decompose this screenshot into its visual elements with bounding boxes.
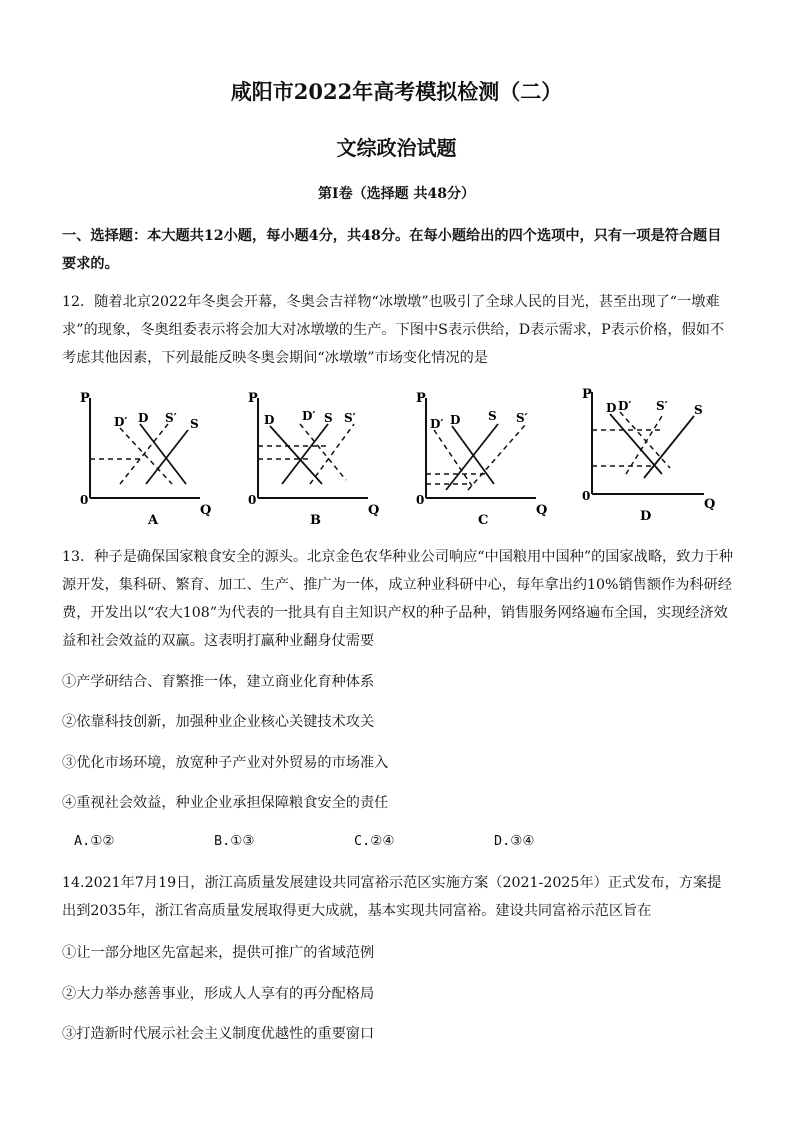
graph-b-p-label: P [248,391,258,406]
graph-c-d-label: D [450,413,461,427]
graph-b-s2-label: S′ [344,411,356,425]
graph-a-s2-label: S′ [165,411,177,425]
graph-b-s-label: S [324,411,333,425]
graph-c-s-label: S [488,409,497,423]
graph-b [248,391,379,528]
question-12-stem: 12．随着北京2022年冬奥会开幕，冬奥会吉祥物“冰墩墩”也吸引了全球人民的目光，甚至出现了“一墩难求”的现象，冬奥组委表示将会加大对冰墩墩的生产。下图中S表示供给，D表示需求，P表示价格，假如不考虑其他因素，下列最能反映冬奥会期间“冰墩墩”市场变化情况的是 [62,294,725,366]
q13-option-c: C.②④ [354,833,395,849]
graph-d-letter: D [640,509,652,524]
graph-d-s2-label: S′ [656,399,668,413]
graph-d-d2-label: D′ [618,399,632,413]
question-13-stem: 13．种子是确保国家粮食安全的源头。北京金色农华种业公司响应“中国粮用中国种”的国家战略，致力于种源开发，集科研、繁育、加工、生产、推广为一体，成立种业科研中心，每年拿出约10%销售额作为科研经费，开发出以“农大108”为代表的一批具有自主知识产权的种子品种，销售服务网络遍布全国，实现经济效益和社会效益的双赢。这表明打赢种业翻身仗需要 [62,549,734,649]
graph-d-origin: 0 [582,489,591,503]
graph-c-p-label: P [416,391,426,406]
q12-graphs [62,380,734,530]
q13-option-b: B.①③ [214,833,255,849]
q13-item-3: ③优化市场环境，放宽种子产业对外贸易的市场准入 [62,755,389,771]
graph-d-s-label: S [694,403,703,417]
part-title: 第Ⅰ卷（选择题 共48分） [318,186,475,202]
graph-a-q-label: Q [200,503,212,518]
q13-item-4: ④重视社会效益，种业企业承担保障粮食安全的责任 [62,795,389,811]
graph-c-d2-label: D′ [430,417,444,431]
graph-b-d2-label: D′ [302,409,316,423]
q13-option-a: A.①② [74,833,115,849]
question-14-stem: 14.2021年7月19日，浙江高质量发展建设共同富裕示范区实施方案（2021-2025年）正式发布，方案提出到2035年，浙江省高质量发展取得更大成就，基本实现共同富裕。建设共同富裕示范区旨在 [62,875,722,919]
graph-a-letter: A [148,513,159,528]
graph-b-d-label: D [264,413,275,427]
q14-item-1: ①让一部分地区先富起来，提供可推广的省域范例 [62,945,375,961]
graph-c-q-label: Q [536,503,548,518]
graph-c-s2-label: S′ [516,411,528,425]
q13-option-d: D.③④ [494,833,535,849]
graph-a [80,391,211,528]
q13-item-2: ②依靠科技创新，加强种业企业核心关键技术攻关 [62,714,375,730]
graph-a-origin: 0 [80,493,89,507]
graph-b-q-label: Q [368,503,380,518]
q14-item-2: ②大力举办慈善事业，形成人人享有的再分配格局 [62,986,375,1002]
graph-c [416,391,547,528]
graph-d-p-label: P [582,387,592,402]
graph-d-q-label: Q [704,497,716,512]
subject-title: 文综政治试题 [336,136,457,160]
page-title: 咸阳市2022年高考模拟检测（二） [230,79,563,104]
graph-d [582,387,715,524]
graph-c-letter: C [478,513,489,528]
graph-b-letter: B [310,513,321,528]
graph-a-d-label: D [138,411,149,425]
q14-item-3: ③打造新时代展示社会主义制度优越性的重要窗口 [62,1026,375,1042]
graph-a-p-label: P [80,391,90,406]
section-instructions: 一、选择题：本大题共12小题，每小题4分，共48分。在每小题给出的四个选项中，只有一项是符合题目要求的。 [62,228,722,272]
q13-item-1: ①产学研结合、育繁推一体，建立商业化育种体系 [62,674,375,690]
graph-a-s-label: S [190,417,199,431]
graph-b-origin: 0 [248,493,257,507]
graph-c-origin: 0 [416,493,425,507]
graph-d-d-label: D [606,401,617,415]
graph-a-d2-label: D′ [114,415,128,429]
